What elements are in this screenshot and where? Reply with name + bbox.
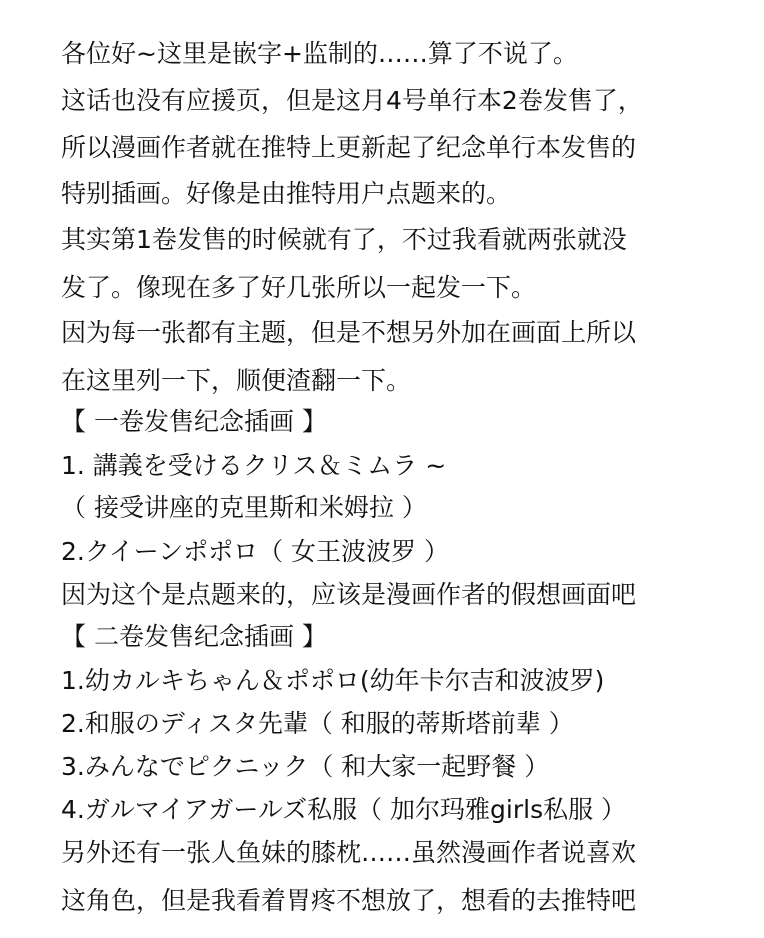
text-line-19: 另外还有一张人鱼妹的膝枕……虽然漫画作者说喜欢: [61, 838, 637, 867]
text-line-13: 因为这个是点题来的，应该是漫画作者的假想画面吧: [61, 580, 637, 609]
section-heading-vol1: 【 一卷发售纪念插画 】: [61, 407, 327, 436]
text-line-2: 这话也没有应援页，但是这月4号单行本2卷发售了，: [61, 86, 643, 115]
text-line-18: 4.ガルマイアガールズ私服（ 加尔玛雅girls私服 ）: [61, 795, 627, 824]
text-line-3: 所以漫画作者就在推特上更新起了纪念单行本发售的: [61, 133, 637, 162]
text-line-1: 各位好~这里是嵌字+监制的……算了不说了。: [61, 39, 578, 68]
text-line-8: 在这里列一下，顺便渣翻一下。: [61, 366, 412, 395]
text-line-5: 其实第1卷发售的时候就有了，不过我看就两张就没: [61, 225, 627, 254]
text-line-12: 2.クイーンポポロ（ 女王波波罗 ）: [61, 537, 449, 566]
text-line-6: 发了。像现在多了好几张所以一起发一下。: [61, 273, 537, 302]
text-line-7: 因为每一张都有主题，但是不想另外加在画面上所以: [61, 318, 637, 347]
text-line-15: 1.幼カルキちゃん＆ポポロ(幼年卡尔吉和波波罗): [61, 666, 605, 695]
text-line-16: 2.和服のディスタ先輩（ 和服的蒂斯塔前辈 ）: [61, 709, 574, 738]
section-heading-vol2: 【 二卷发售纪念插画 】: [61, 622, 327, 651]
text-line-10: 1. 講義を受けるクリス＆ミムラ ~: [61, 451, 447, 480]
text-line-11: （ 接受讲座的克里斯和米姆拉 ）: [61, 493, 427, 522]
text-line-20: 这角色，但是我看着胃疼不想放了，想看的去推特吧: [61, 886, 637, 915]
text-line-17: 3.みんなでピクニック（ 和大家一起野餐 ）: [61, 752, 550, 781]
text-line-4: 特别插画。好像是由推特用户点题来的。: [61, 179, 512, 208]
